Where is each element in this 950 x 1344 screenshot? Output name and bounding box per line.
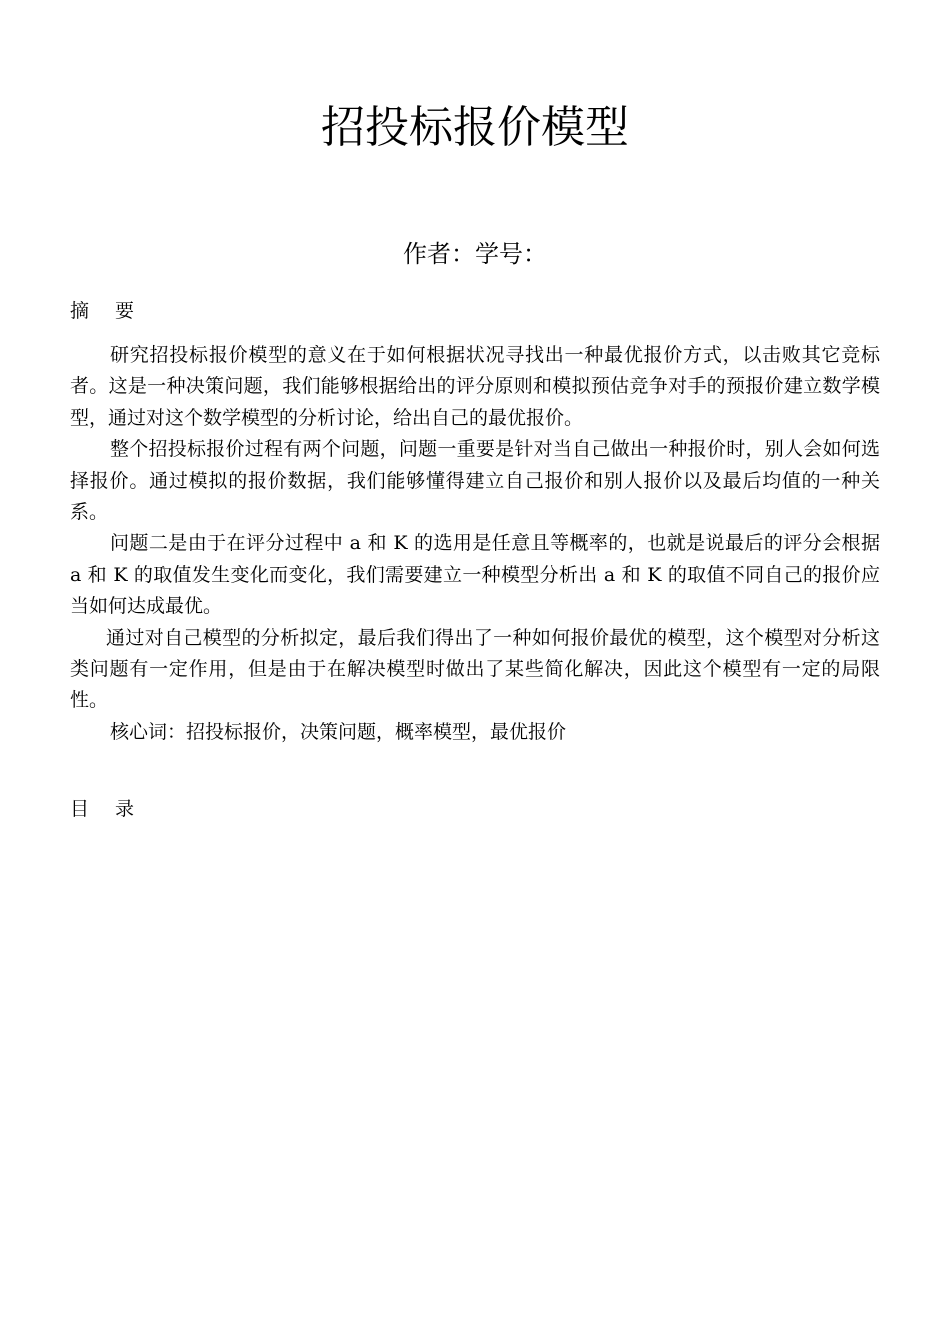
- abstract-paragraph: 通过对自己模型的分析拟定，最后我们得出了一种如何报价最优的模型，这个模型对分析这类问题有一定作用，但是由于在解决模型时做出了某些简化解决，因此这个模型有一定的局限性。: [70, 626, 880, 712]
- abstract-paragraph: 问题二是由于在评分过程中 a 和 K 的选用是任意且等概率的，也就是说最后的评分会根据 a 和 K 的取值发生变化而变化，我们需要建立一种模型分析出 a 和 K 的取值不同自己的报价应当如何达成最优。: [70, 532, 880, 618]
- keywords-line: 核心词：招投标报价，决策问题，概率模型，最优报价: [110, 720, 567, 743]
- author-line: 作者：学号：: [403, 240, 547, 268]
- abstract-heading: 摘 要: [70, 300, 145, 322]
- abstract-paragraph: 整个招投标报价过程有两个问题，问题一重要是针对当自己做出一种报价时，别人会如何选择报价。通过模拟的报价数据，我们能够懂得建立自己报价和别人报价以及最后均值的一种关系。: [70, 438, 880, 524]
- abstract-body: [70, 340, 880, 748]
- abstract-paragraph: 研究招投标报价模型的意义在于如何根据状况寻找出一种最优报价方式，以击败其它竞标者。这是一种决策问题，我们能够根据给出的评分原则和模拟预估竞争对手的预报价建立数学模型，通过对这个数学模型的分析讨论，给出自己的最优报价。: [70, 344, 880, 429]
- toc-heading: 目 录: [70, 798, 145, 820]
- document-title: 招投标报价模型: [321, 102, 629, 153]
